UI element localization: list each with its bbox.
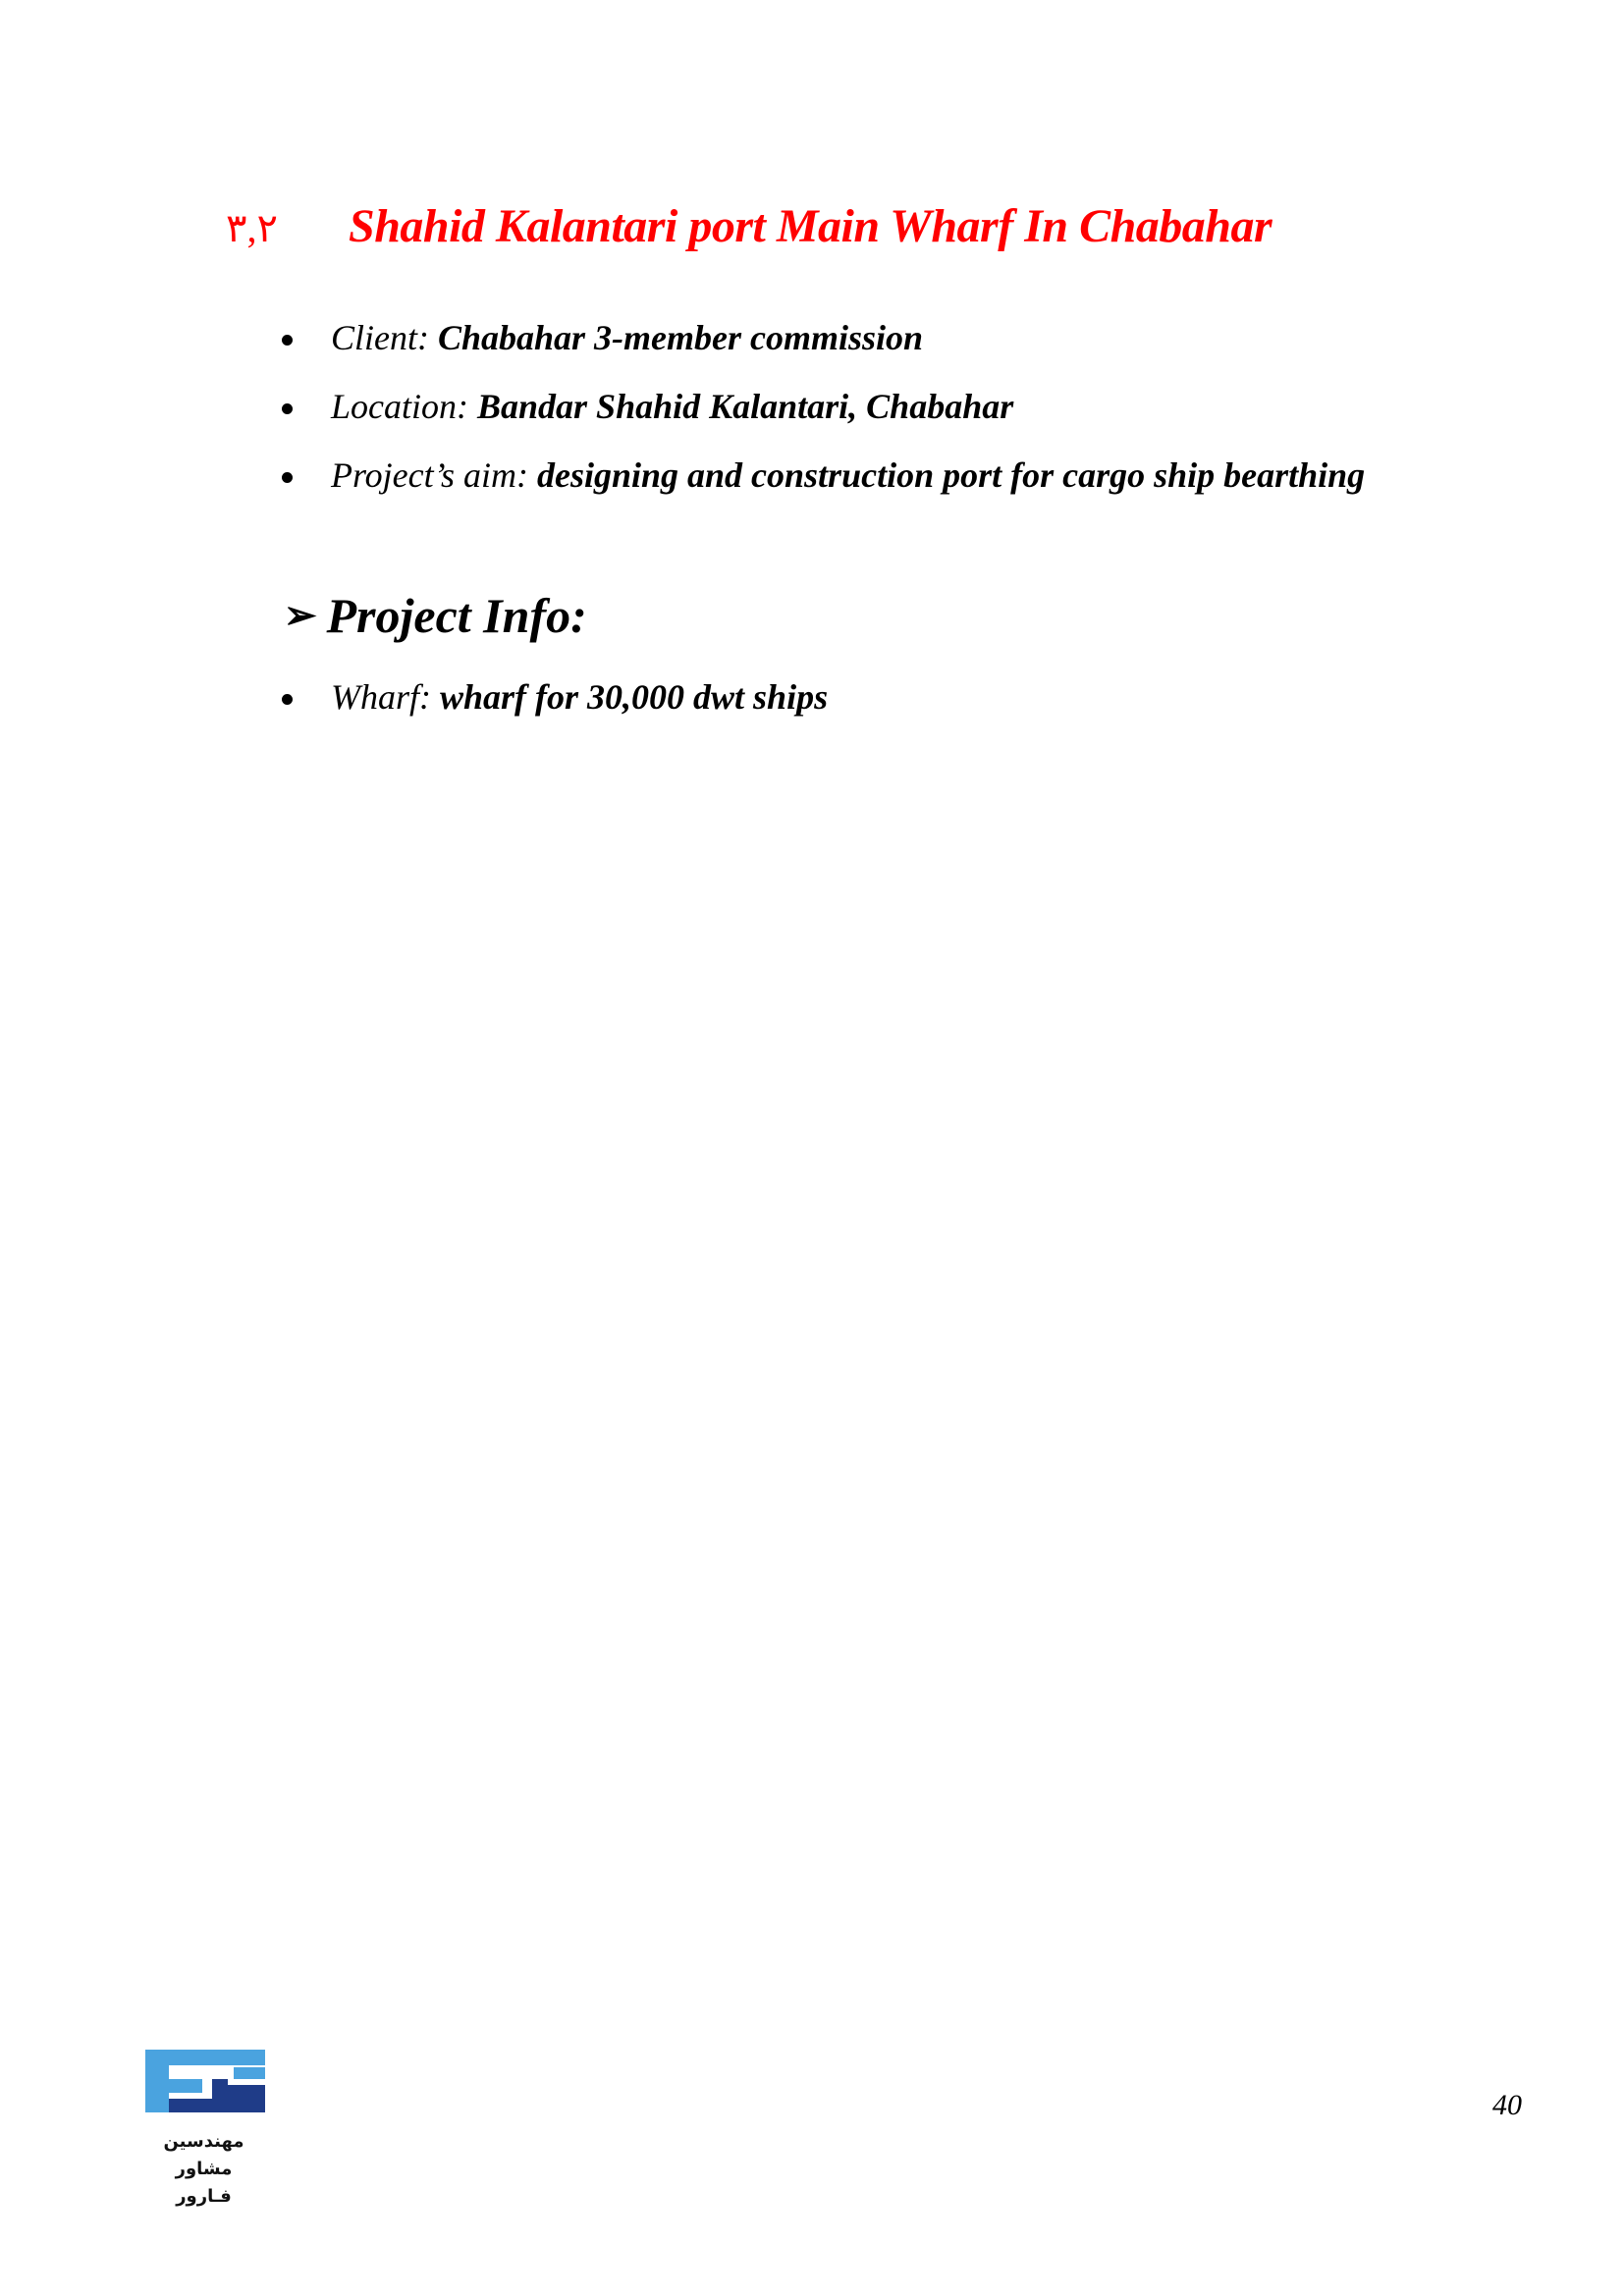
- page-number: 40: [1492, 2089, 1522, 2121]
- wharf-value: wharf for 30,000 dwt ships: [440, 677, 829, 717]
- company-logo-text: [137, 2128, 270, 2211]
- project-aim-value: designing and construction port for cargo ship bearthing: [536, 455, 1366, 495]
- bullet-icon: [282, 335, 293, 346]
- client-value: Chabahar 3-member commission: [437, 318, 924, 357]
- client-label: Client:: [331, 318, 438, 357]
- logo-line-1: مهندسین مشاور: [163, 2131, 244, 2179]
- project-info-title: Project Info:: [326, 588, 587, 643]
- section-heading: [226, 192, 1453, 263]
- location-value: Bandar Shahid Kalantari, Chabahar: [477, 387, 1014, 426]
- section-title: Shahid Kalantari port Main Wharf In Chabahar: [349, 200, 1272, 252]
- bullet-icon: [282, 472, 293, 483]
- list-item-location: [282, 373, 1440, 441]
- section-number: ٣,٢: [226, 206, 278, 250]
- list-item-wharf: [282, 664, 1440, 731]
- wharf-label: Wharf:: [331, 677, 440, 717]
- bullet-icon: [282, 694, 293, 705]
- list-item-client: [282, 304, 1440, 372]
- arrow-bullet-icon: ➢: [284, 593, 317, 637]
- list-item-project-aim: [282, 442, 1440, 509]
- project-aim-label: Project’s aim:: [331, 455, 537, 495]
- logo-line-2: فـارور: [176, 2186, 232, 2207]
- bullet-icon: [282, 403, 293, 414]
- location-label: Location:: [331, 387, 477, 426]
- project-info-heading: [284, 581, 587, 650]
